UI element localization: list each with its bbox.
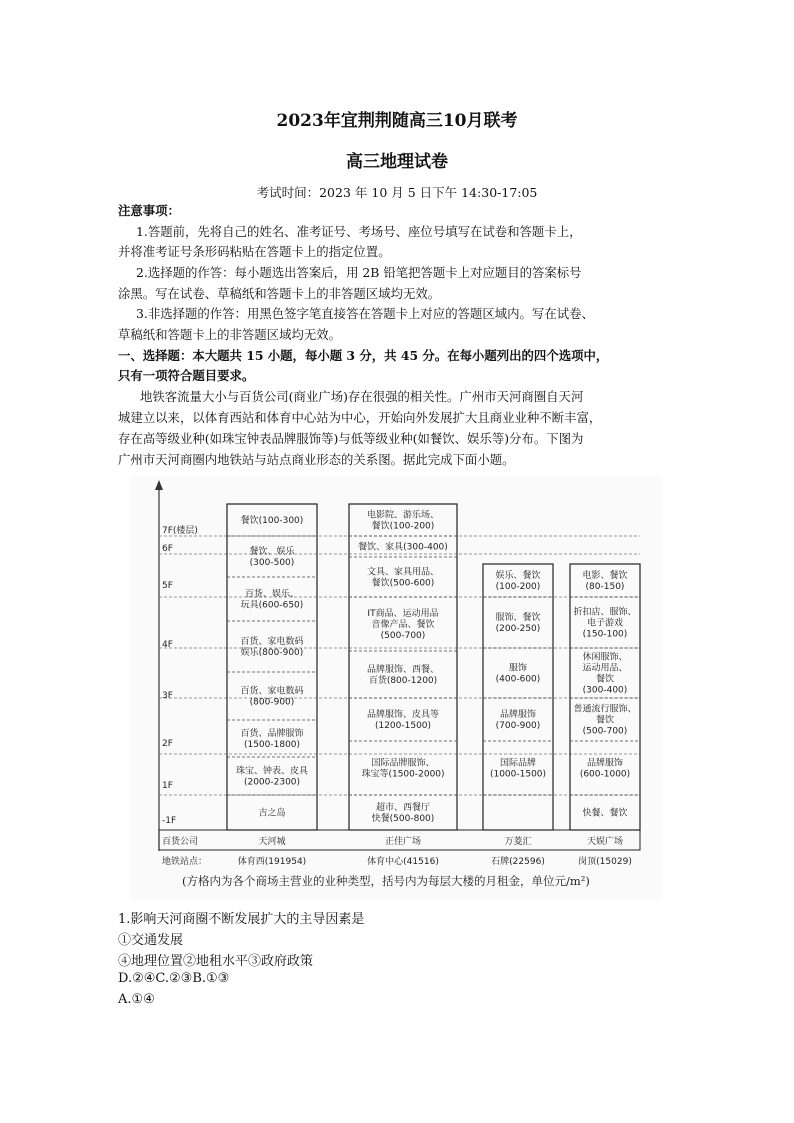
mall-cell-text: 品牌服饰(600-1000) [579,758,631,780]
floor-label: 7F(楼层) [162,526,198,536]
mall-company-name: 天河城 [258,837,286,847]
passage-line: 地铁客流量大小与百货公司(商业广场)存在很强的相关性。广州市天河商圈自天河 [140,389,584,404]
mall-cell-text: 百货、家电数码(800-900) [240,686,304,708]
notes-heading: 注意事项： [118,203,180,218]
floor-label: 5F [162,581,173,591]
mall-cell-text: 休闲服饰、运动用品、餐饮(300-400) [582,652,628,696]
mall-cell-text: 折扣店、服饰、电子游戏(150-100) [573,607,637,640]
mall-cell-text: 品牌服饰、皮具等(1200-1500) [366,710,440,731]
station-row-label: 地铁站点： [162,857,208,867]
answer-choices: D.②④C.②③B.①③ [118,971,230,986]
y-axis-arrow [155,480,163,490]
paper-subtitle: 高三地理试卷 [346,152,448,172]
company-row-label: 百货公司 [162,837,199,847]
note-line: 涂黑。写在试卷、草稿纸和答题卡上的非答题区域均无效。 [118,286,441,301]
mall-cell-text: 文具、家具用品、餐饮(500-600) [366,567,440,589]
mall-column [483,564,553,830]
mall-cell-text: 普通流行服饰、餐饮(500-700) [573,704,637,737]
mall-company-name: 天娱广场 [586,837,624,847]
mall-cell-text: 服饰、餐饮(200-250) [495,613,541,634]
mall-cell-text: 吉之岛 [258,808,286,819]
section-heading: 一、选择题：本大题共 15 小题，每小题 3 分，共 45 分。在每小题列出的四个选项中， [118,348,609,363]
floor-label: 1F [162,781,173,791]
option-line: ①交通发展 [118,933,184,948]
mall-column [570,564,640,830]
exam-title: 2023年宜荆荆随高三10月联考 [276,111,518,131]
mall-cell-text: 百货、家电数码娱乐(800-900) [240,637,304,658]
mall-cell-text: 服饰(400-600) [495,663,541,685]
question-stem: 1.影响天河商圈不断发展扩大的主导因素是 [118,912,365,927]
note-line: 3.非选择题的作答：用黑色签字笔直接答在答题卡上对应的答题区域内。写在试卷、 [136,306,594,321]
mall-cell-text: 餐饮(100-300) [240,516,304,526]
note-line: 草稿纸和答题卡上的非答题区域均无效。 [118,327,342,342]
figure-caption: (方格内为各个商场主营业的业种类型，括号内为每层大楼的月租金，单位元/m²) [182,874,590,888]
floor-label: 3F [162,691,173,701]
metro-station: 体育中心(41516) [367,857,439,867]
option-line: ④地理位置②地租水平③政府政策 [118,954,314,969]
mall-cell-text: 国际品牌(1000-1500) [489,758,547,780]
mall-cell-text: 国际品牌服饰、珠宝等(1500-2000) [361,758,445,780]
metro-station: 石牌(22596) [491,857,545,867]
mall-cell-text: 百货、娱乐、玩具(600-650) [240,589,304,611]
mall-company-name: 万菱汇 [504,837,532,847]
floor-label: 4F [162,640,173,650]
mall-cell-text: 餐饮、娱乐(300-500) [249,547,295,568]
exam-time: 考试时间：2023 年 10 月 5 日下午 14:30-17:05 [256,185,538,200]
passage-line: 存在高等级业种(如珠宝钟表品牌服饰等)与低等级业种(如餐饮、娱乐等)分布。下图为 [118,431,584,446]
note-line: 并将准考证号条形码粘贴在答题卡上的指定位置。 [118,244,391,259]
floor-label: -1F [162,816,177,826]
mall-cell-text: 电影院、游乐场、餐饮(100-200) [366,510,440,532]
mall-cell-text: 餐饮、家具(300-400) [358,542,448,553]
note-line: 2.选择题的作答：每小题选出答案后，用 2B 铅笔把答题卡上对应题目的答案标号 [136,265,582,280]
answer-choice-a: A.①④ [118,992,155,1007]
mall-company-name: 正佳广场 [384,837,422,847]
mall-cell-text: 电影、餐饮(80-150) [582,571,628,592]
mall-cell-text: 珠宝、钟表、皮具(2000-2300) [235,766,309,788]
section-heading-cont: 只有一项符合题目要求。 [118,368,255,383]
metro-station: 体育西(191954) [237,857,307,867]
passage-line: 城建立以来，以体育西站和体育中心站为中心，开始向外发展扩大且商业业种不断丰富， [118,410,602,425]
mall-cell-text: 超市、西餐厅快餐(500-800) [371,803,435,824]
mall-cell-text: 品牌服饰(700-900) [495,710,541,731]
mall-floor-figure [130,476,662,900]
floor-label: 2F [162,739,173,749]
mall-cell-text: 娱乐、餐饮(100-200) [495,571,541,592]
passage-line: 广州市天河商圈内地铁站与站点商业形态的关系图。据此完成下面小题。 [118,452,515,467]
mall-cell-text: 品牌服饰、西餐、百货(800-1200) [366,665,440,686]
mall-cell-text: 快餐、餐饮 [582,808,628,819]
note-line: 1.答题前，先将自己的姓名、准考证号、考场号、座位号填写在试卷和答题卡上， [136,224,582,239]
mall-cell-text: 百货、品牌服饰(1500-1800) [240,729,304,750]
floor-label: 6F [162,544,173,554]
metro-station: 岗顶(15029) [578,857,632,867]
mall-cell-text: IT商品、运动用品音像产品、餐饮(500-700) [367,609,439,641]
